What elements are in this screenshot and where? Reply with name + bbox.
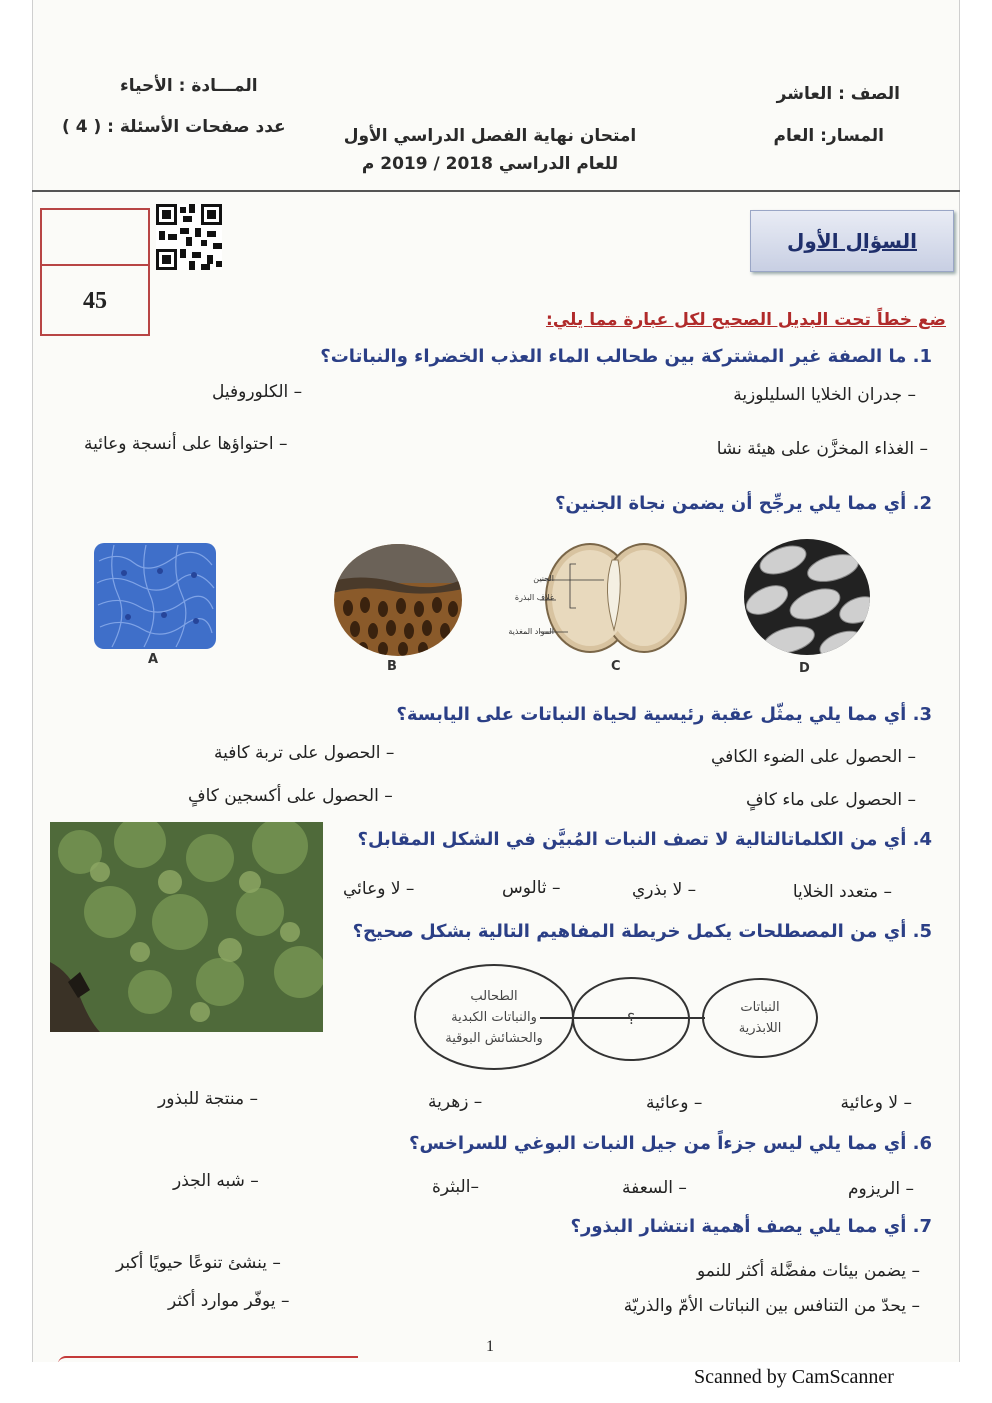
q3-option-1[interactable]: – الحصول على الضوء الكافي xyxy=(711,747,916,767)
figure-d-spores[interactable] xyxy=(743,538,871,656)
q3-option-2[interactable]: – الحصول على تربة كافية xyxy=(214,743,395,763)
q6-option-3[interactable]: –البثرة xyxy=(432,1177,479,1197)
seed-label-coat: غلاف البذرة xyxy=(514,593,554,602)
q3-title: 3. أي مما يلي يمثّل عقبة رئيسية لحياة النباتات على اليابسة؟ xyxy=(396,704,932,725)
figure-b-label: B xyxy=(387,659,397,674)
score-box-top xyxy=(42,210,148,266)
figure-a-label: A xyxy=(148,652,159,667)
q4-option-3[interactable]: – ثالوس xyxy=(502,878,561,898)
q1-title: 1. ما الصفة غير المشتركة بين طحالب الماء العذب الخضراء والنباتات؟ xyxy=(320,346,932,367)
q7-title: 7. أي مما يلي يصف أهمية انتشار البذور؟ xyxy=(570,1216,932,1237)
figure-a-cells[interactable] xyxy=(94,543,216,649)
track-label: المسار: العام xyxy=(773,126,884,146)
q7-option-1[interactable]: – يضمن بيئات مفضَّلة أكثر للنمو xyxy=(696,1261,920,1281)
exam-title: امتحان نهاية الفصل الدراسي الأول xyxy=(343,126,637,146)
grade-label: الصف : العاشر xyxy=(776,84,900,104)
concept-map-middle-node[interactable]: ؟ xyxy=(572,977,690,1061)
figure-c-label: C xyxy=(611,659,621,674)
q4-option-4[interactable]: – لا وعائي xyxy=(343,879,415,899)
q3-option-4[interactable]: – الحصول على أكسجين كافٍ xyxy=(188,786,393,806)
subject-label: المـــادة : الأحياء xyxy=(120,76,258,96)
q5-option-4[interactable]: – منتجة للبذور xyxy=(158,1089,259,1109)
q1-option-4[interactable]: – احتواؤها على أنسجة وعائية xyxy=(84,434,288,454)
figure-d-label: D xyxy=(799,661,810,676)
q6-option-4[interactable]: – شبه الجذر xyxy=(173,1171,259,1191)
q6-option-1[interactable]: – الريزوم xyxy=(847,1179,914,1199)
section-banner xyxy=(750,210,954,272)
qr-code-icon xyxy=(156,203,222,271)
score-total: 45 xyxy=(83,288,107,314)
concept-map-left-node: الطحالب والنباتات الكبدية والحشائش البوقية xyxy=(414,964,574,1070)
q1-option-1[interactable]: – جدران الخلايا السليلوزية xyxy=(733,385,916,405)
q3-option-3[interactable]: – الحصول على ماء كافٍ xyxy=(746,790,916,810)
figure-b-tissue[interactable] xyxy=(333,543,463,657)
exam-year: للعام الدراسي 2018 / 2019 م xyxy=(361,154,619,174)
moss-photo xyxy=(50,822,323,1032)
q6-option-2[interactable]: – السعفة xyxy=(622,1178,687,1198)
seed-label-nutrients: المواد المغذية xyxy=(508,627,554,636)
score-box xyxy=(40,208,150,336)
q6-title: 6. أي مما يلي ليس جزءاً من جيل النبات البوغي للسراخس؟ xyxy=(409,1133,932,1154)
header-divider xyxy=(32,190,960,192)
q5-title: 5. أي من المصطلحات يكمل خريطة المفاهيم التالية بشكل صحيح؟ xyxy=(352,921,932,942)
q4-option-2[interactable]: – لا بذري xyxy=(632,880,697,900)
q7-option-4[interactable]: – يوفّر موارد أكثر xyxy=(168,1291,290,1311)
q5-option-2[interactable]: – وعائية xyxy=(646,1093,703,1113)
page-number: 1 xyxy=(486,1338,494,1355)
figure-c-seed[interactable] xyxy=(540,540,688,658)
q1-option-3[interactable]: – الغذاء المخزَّن على هيئة نشا xyxy=(716,439,928,459)
camscanner-footer: Scanned by CamScanner xyxy=(694,1366,894,1388)
instruction: ضع خطاً تحت البديل الصحيح لكل عبارة مما يلي: xyxy=(546,310,946,330)
q4-option-1[interactable]: – متعدد الخلايا xyxy=(792,882,892,902)
section-title: السؤال الأول xyxy=(787,229,917,253)
pages-count-label: عدد صفحات الأسئلة : ( 4 ) xyxy=(62,117,286,137)
q7-option-2[interactable]: – ينشئ تنوعًا حيويًا أكبر xyxy=(116,1253,281,1273)
q5-option-1[interactable]: – لا وعائية xyxy=(840,1093,912,1113)
q2-title: 2. أي مما يلي يرجِّح أن يضمن نجاة الجنين؟ xyxy=(554,493,932,514)
concept-map-right-node: النباتات اللابذرية xyxy=(702,978,818,1058)
seed-label-embryo: الجنين xyxy=(533,574,554,583)
q1-option-2[interactable]: – الكلوروفيل xyxy=(212,382,303,402)
q5-option-3[interactable]: – زهرية xyxy=(428,1092,483,1112)
q4-title: 4. أي من الكلماتالتالية لا تصف النبات المُبيَّن في الشكل المقابل؟ xyxy=(357,829,932,850)
q7-option-3[interactable]: – يحدّ من التنافس بين النباتات الأمّ والذريّة xyxy=(623,1296,920,1316)
